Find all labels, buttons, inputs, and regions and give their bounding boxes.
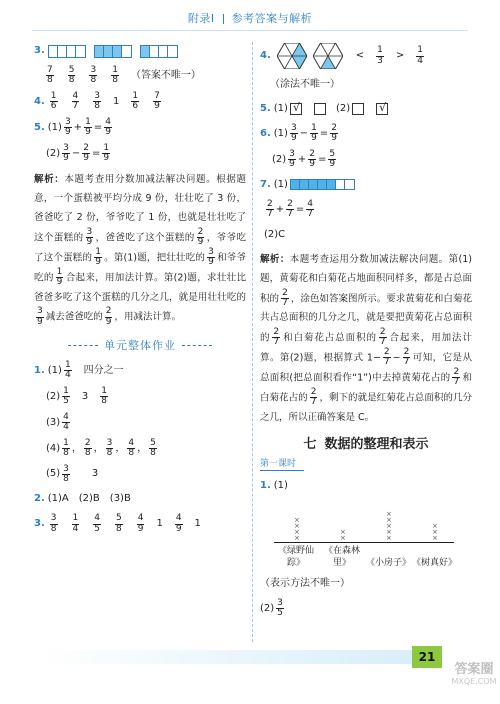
fraction: $\frac{5}{8}$ [68,65,75,86]
fraction: $\frac{1}{4}$ [64,360,71,381]
fraction: $\frac{2}{9}$ [105,306,112,327]
chapter-title [260,433,472,452]
fraction: $\frac{3}{9}$ [289,148,295,170]
u2-answers [34,490,246,508]
tally-mark: × [386,528,392,537]
r-q5 [260,100,472,118]
fraction: $\frac{5}{8}$ [150,437,156,459]
fraction: $\frac{4}{9}$ [175,513,182,534]
fraction: $\frac{3}{9}$ [86,226,93,248]
fraction: $\frac{2}{7}$ [287,198,293,220]
page-number: 21 [412,646,442,668]
part-label: (2) [272,153,287,165]
fraction: $\frac{2}{7}$ [273,326,280,348]
analysis-label: 解析： [34,173,65,185]
tally-column [294,517,300,541]
fraction: $\frac{2}{7}$ [403,346,410,368]
whole-number: 1 [194,518,201,530]
tally-mark: × [432,534,438,543]
footer-band [40,650,412,664]
answer-text: (2)C [264,228,286,240]
chapter-name: 数据的整理和表示 [324,437,429,453]
left-column [34,42,246,540]
question-number: 4. [34,95,45,107]
whole-number: 3 [81,390,89,402]
u1-part2 [34,387,246,407]
fraction: $\frac{1}{8}$ [63,437,69,459]
question-number: 1. [34,364,45,376]
question-number: 7. [260,178,271,190]
question-number: 6. [260,127,271,139]
fraction: $\frac{2}{9}$ [83,142,90,164]
question-number: 3. [34,45,45,56]
part-label: (2) [46,390,61,402]
tally-mark: × [386,510,392,519]
part-label: (2) [260,602,275,614]
equals: = [92,147,101,159]
fraction: $\frac{2}{7}$ [267,198,273,220]
operator: + [73,121,83,133]
watermark-logo: 答案圈 MXQE.COM [451,662,497,686]
answer-text: 四分之一 [83,364,124,376]
question-number: 5. [260,103,271,114]
grid-figure-2 [94,45,132,58]
chart-baseline [274,542,454,543]
operator: − [299,127,309,139]
fraction: $\frac{7}{9}$ [154,90,160,112]
equals: = [295,203,305,215]
checkbox-empty [352,103,364,115]
r-q7-equation [260,200,472,220]
book-label: 《小房子》 [366,558,412,569]
u1-part3 [34,413,246,433]
part-label: (1) [273,178,288,190]
fraction: $\frac{1}{3}$ [377,45,383,66]
answer-note: （涂法不唯一） [270,79,340,90]
column-divider [252,42,253,642]
tally-chart [274,497,472,569]
r-q7-part1 [260,176,472,194]
fraction: $\frac{1}{4}$ [72,513,79,534]
r-q4 [260,42,472,70]
fraction: $\frac{4}{4}$ [63,411,69,433]
answer-note: （表示方法不唯一） [260,578,350,590]
fraction: $\frac{3}{9}$ [290,123,297,144]
part-label: (3) [46,416,61,428]
tally-mark: × [294,522,300,531]
fraction: $\frac{7}{8}$ [47,65,53,86]
fraction: $\frac{4}{9}$ [137,513,144,534]
fraction: $\frac{1}{9}$ [85,116,91,138]
fraction: $\frac{3}{9}$ [63,142,69,164]
grid-figure-3 [140,45,178,58]
question-number: 5. [34,121,45,133]
tally-mark: × [386,522,392,531]
operator: + [297,153,307,165]
fraction: $\frac{2}{7}$ [282,287,288,308]
fraction: $\frac{1}{4}$ [417,45,424,66]
fraction: $\frac{2}{8}$ [84,437,91,459]
u1-part1 [34,361,246,381]
analysis-label: 解析： [260,253,290,265]
fraction: $\frac{3}{9}$ [37,306,43,327]
q3-grids [34,42,246,60]
q4-answers [34,92,246,112]
bar-cell [327,180,336,189]
r-q7-part2 [260,226,472,244]
operator: + [275,203,285,215]
tally-mark: × [340,528,346,537]
fraction: $\frac{2}{7}$ [379,326,386,348]
fraction: $\frac{3}{9}$ [64,116,71,138]
fraction: $\frac{3}{8}$ [106,437,113,459]
c1-part2 [260,599,472,619]
tally-mark: × [386,516,392,525]
tally-mark: × [294,534,300,543]
tally-column [432,523,438,541]
fraction: $\frac{4}{7}$ [307,198,313,220]
fraction: $\frac{1}{9}$ [56,266,63,288]
c1-note [260,575,472,593]
hexagon-shaded-quarter-icon [313,43,343,69]
fraction: $\frac{2}{7}$ [383,346,390,368]
analysis-paragraph-right: 解析：本题考查运用分数加减法解决问题。第(1)题，黄菊花和白菊花占地面积同样多，都是占总面积的 $\frac{2}{7}$ ，涂色如答案图所示。要求黄菊花和白菊花共占总面积的几分之几，就是要把黄菊花占总面积的 $\frac{2}{7}$ 和白菊花占总面积的 $\frac{2}{7}$ 合起来，用加法计算。第(2)题，根据算式 1− $\frac{2}{7}$ − $\frac{2}{7}$ 可知，它是从总面积(把总面积看作“1”)中去掉黄菊花占的 $\frac{2}{7}$ 和白菊花占的 $\frac{2}{7}$ ，剩下的就是红菊花占总面积的几分之几，所以正确答案是 C。 [260,253,472,423]
question-number: 3. [34,518,45,530]
tally-mark: × [294,516,300,525]
header-appendix: 附录Ⅰ [187,12,215,25]
part-label: (4) [46,442,61,454]
fraction: $\frac{2}{7}$ [310,386,317,408]
answer-text: (1)A (2)B (3)B [47,493,131,505]
tally-mark: × [294,528,300,537]
fraction: $\frac{5}{8}$ [115,513,122,534]
bar-cell [345,180,354,189]
header-rule [32,30,468,31]
whole-number: 1 [112,95,120,107]
q5-part2 [34,144,246,164]
book-label: 《绿野仙踪》 [277,546,314,569]
part-label: (1) [273,480,288,492]
part-label: (2) [46,147,61,159]
area-bar [290,179,355,190]
header-title: 参考答案与解析 [231,12,313,25]
page-header [0,10,500,26]
checkbox-checked: √ [290,103,302,115]
hexagon-shaded-third-icon [277,43,307,69]
r-q4-note [260,76,472,94]
tally-mark: × [340,534,346,543]
fraction: $\frac{4}{8}$ [128,437,135,459]
less-than: < [355,50,365,61]
q3-fractions [34,66,246,86]
part-label: (1) [273,127,288,139]
bar-cell [300,180,309,189]
bar-cell [318,180,327,189]
answer-note: （答案不唯一） [130,69,201,81]
fraction: $\frac{3}{8}$ [50,513,57,534]
fraction: $\frac{3}{8}$ [94,90,100,112]
question-number: 2. [34,493,45,505]
fraction: $\frac{2}{9}$ [331,123,337,144]
fraction: $\frac{2}{9}$ [309,148,316,170]
bar-cell [336,180,345,189]
greater-than: > [395,50,405,61]
fraction: $\frac{1}{8}$ [112,65,118,86]
equals: = [319,127,329,139]
fraction: $\frac{1}{6}$ [50,90,57,112]
fraction: $\frac{1}{9}$ [103,142,110,164]
fraction: $\frac{3}{5}$ [277,598,283,619]
question-number: 1. [260,480,271,492]
u1-part4: (4) $\frac{1}{8}$ ， $\frac{2}{8}$ ， $\frac{3}{8}$ ， $\frac{4}{8}$ ， $\frac{5}{8}$ [46,437,156,459]
grid-figure-1 [48,45,86,58]
fraction: $\frac{1}{8}$ [101,385,108,407]
q5-part1 [34,118,246,138]
bar-cell [291,180,300,189]
fraction: $\frac{3}{8}$ [63,463,69,484]
tally-mark: × [432,528,438,537]
u1-part5 [34,465,246,485]
equals: = [93,121,103,133]
whole-number: 3 [91,468,99,480]
equals: = [318,153,327,165]
part-label: (1) [273,103,288,114]
chapter-number: 七 [303,437,317,453]
analysis-paragraph-left: 解析：本题考查用分数加减法解决问题。根据题意，一个蛋糕被平均分成 9 份，壮壮吃了 3 份，爸爸吃了 2 份，爷爷吃了 1 份，也就是壮壮吃了这个蛋糕的 $\frac{3}{9}$ ，爸爸吃了这个蛋糕的 $\frac{2}{9}$ ，爷爷吃了这个蛋糕的 $\frac{1}{9}$ 。第(1)题，把壮壮吃的 $\frac{3}{9}$ 和爷爷吃的 $\frac{1}{9}$ 合起来，用加法计算。第(2)题，求壮壮比爸爸多吃了这个蛋糕的几分之几，就是用壮壮吃的 $\frac{3}{9}$ 减去爸爸吃的 $\frac{2}{9}$ ，用减法计算。 [34,173,246,327]
lesson-label: 第一课时 [260,456,304,471]
book-label: 《树真好》 [412,558,458,569]
question-number: 4. [260,50,271,61]
part-label: (1) [47,364,62,376]
book-label: 《在森林里》 [323,546,360,569]
section-title: 单元整体作业 [34,337,246,353]
fraction: $\frac{2}{7}$ [453,366,460,388]
tally-mark: × [432,522,438,531]
tally-column [340,529,346,541]
whole-number: 1 [156,518,163,530]
fraction: $\frac{1}{5}$ [63,385,69,407]
bar-cell [309,180,318,189]
r-q6-part1 [260,124,472,144]
fraction: $\frac{4}{9}$ [105,116,111,138]
checkbox-checked: √ [376,103,388,115]
fraction: $\frac{4}{5}$ [94,513,100,534]
right-column [260,42,472,625]
tally-mark: × [386,534,392,543]
fraction: $\frac{3}{9}$ [208,246,214,268]
fraction: $\frac{1}{6}$ [132,90,139,112]
part-label: (2) [335,103,351,114]
operator: − [71,147,81,159]
header-separator [223,14,224,24]
part-label: (5) [46,468,61,480]
r-q6-part2 [260,150,472,170]
fraction: $\frac{1}{9}$ [311,123,317,144]
fraction: $\frac{5}{9}$ [329,148,336,170]
fraction: $\frac{2}{9}$ [197,226,204,248]
c1-part1-label [260,477,472,495]
fraction: $\frac{3}{8}$ [90,65,97,86]
checkbox-empty [314,103,326,115]
fraction: $\frac{4}{7}$ [72,90,79,112]
tally-column [386,511,392,541]
fraction: $\frac{1}{9}$ [95,246,101,268]
part-label: (1) [47,121,62,133]
u3-answers [34,514,246,534]
